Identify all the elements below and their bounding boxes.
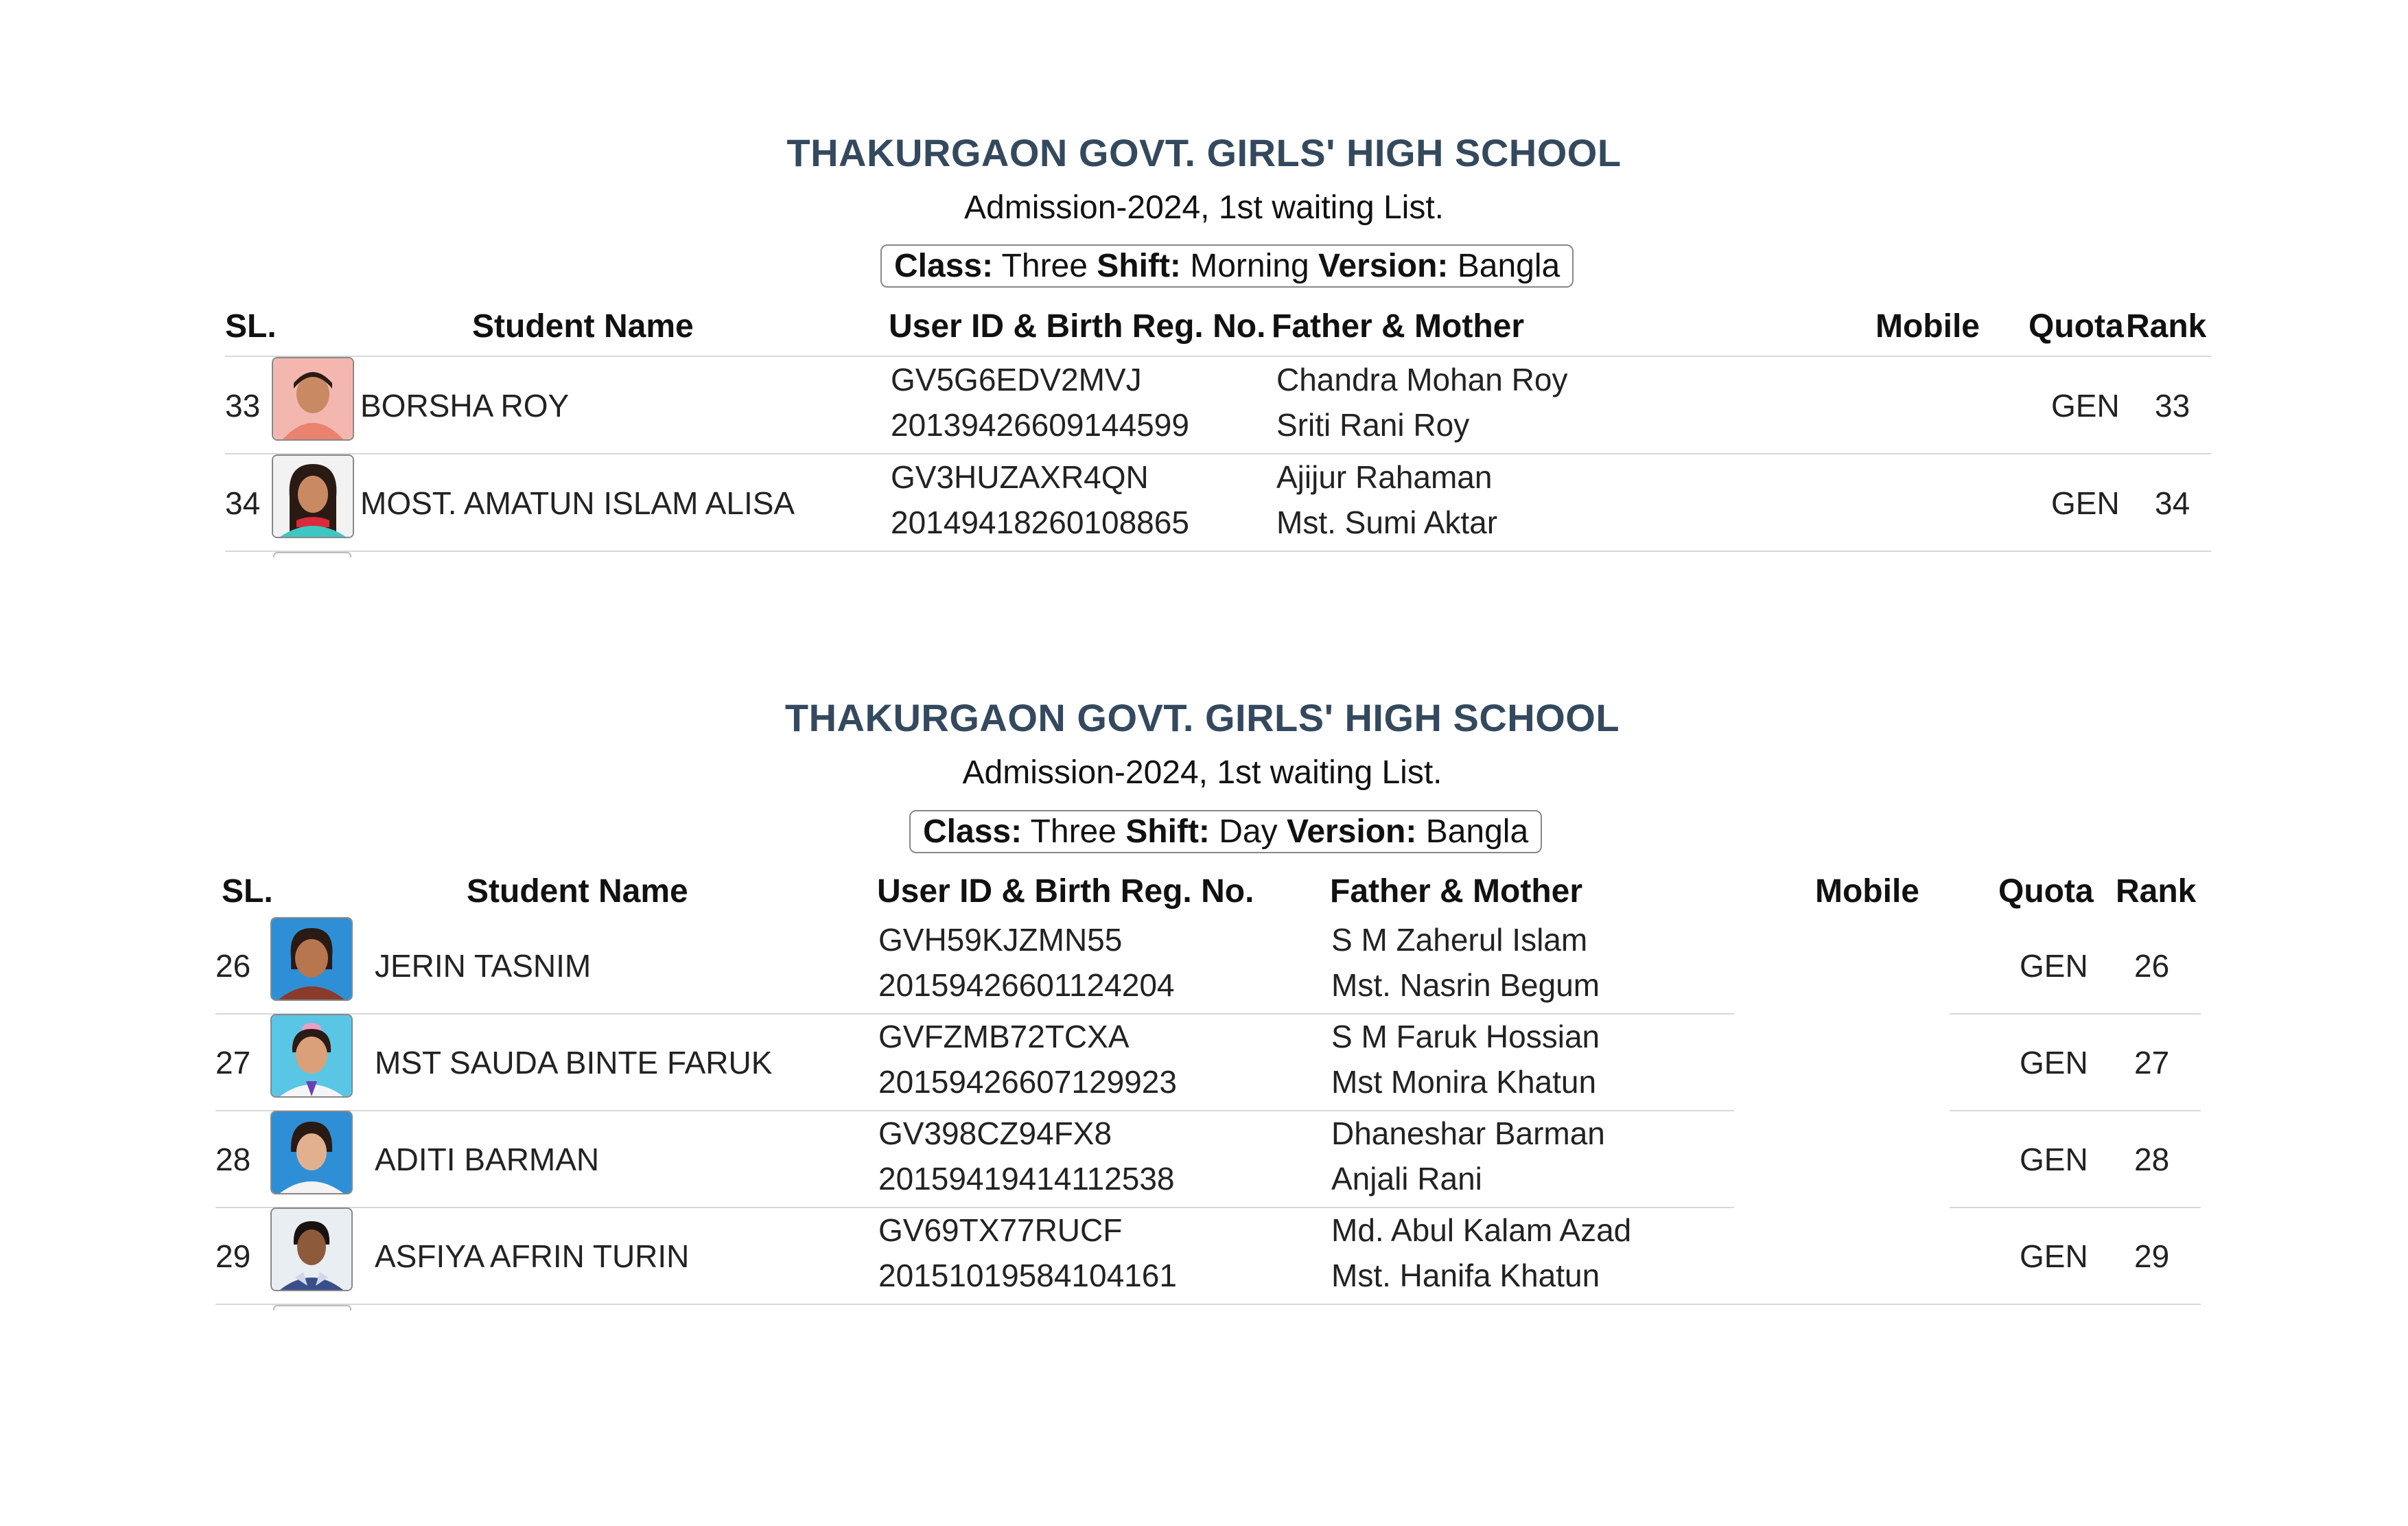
row-father: Chandra Mohan Roy	[1276, 362, 1568, 397]
row-rank: 26	[2134, 948, 2170, 984]
row-sl: 34	[225, 485, 261, 521]
row-user-id: GVFZMB72TCXA	[878, 1019, 1130, 1054]
table-row	[215, 1111, 2201, 1207]
version-value: Bangla	[1425, 813, 1529, 850]
student-photo	[270, 1014, 353, 1098]
header-parents: Father & Mother	[1330, 873, 1583, 910]
header-mobile: Mobile	[1875, 308, 1980, 345]
shift-label: Shift:	[1125, 813, 1210, 850]
row-birth-reg: 20159419414112538	[878, 1161, 1175, 1196]
row-user-id: GVH59KJZMN55	[878, 922, 1123, 958]
list-subtitle: Admission-2024, 1st waiting List.	[962, 754, 1442, 791]
table-row	[215, 1014, 2201, 1110]
version-value: Bangla	[1457, 248, 1560, 284]
header-quota: Quota	[1998, 873, 2094, 910]
row-birth-reg: 20151019584104161	[878, 1258, 1177, 1293]
header-mobile: Mobile	[1815, 873, 1919, 910]
shift-label: Shift:	[1097, 248, 1181, 284]
row-rank: 28	[2134, 1142, 2170, 1177]
row-father: Ajijur Rahaman	[1276, 459, 1493, 495]
row-rank: 27	[2134, 1045, 2170, 1080]
header-quota: Quota	[2029, 308, 2124, 345]
row-birth-reg: 20139426609144599	[891, 407, 1189, 443]
next-photo-edge	[273, 1305, 351, 1310]
row-mother: Anjali Rani	[1331, 1161, 1482, 1196]
school-name: THAKURGAON GOVT. GIRLS' HIGH SCHOOL	[786, 131, 1622, 174]
student-photo	[270, 1207, 353, 1291]
row-birth-reg: 20159426601124204	[878, 967, 1175, 1003]
class-label: Class:	[894, 248, 994, 284]
row-mother: Mst Monira Khatun	[1331, 1064, 1597, 1100]
row-father: S M Faruk Hossian	[1331, 1019, 1600, 1054]
row-student-name: BORSHA ROY	[360, 388, 570, 424]
row-student-name: MOST. AMATUN ISLAM ALISA	[360, 485, 795, 521]
header-user-id: User ID & Birth Reg. No.	[877, 873, 1254, 910]
header-rank: Rank	[2116, 873, 2197, 910]
header-student-name: Student Name	[472, 308, 694, 345]
class-value: Three	[1030, 813, 1117, 850]
row-student-name: ASFIYA AFRIN TURIN	[375, 1238, 690, 1274]
row-rank: 33	[2155, 388, 2190, 424]
row-quota: GEN	[2020, 1045, 2088, 1080]
row-user-id: GV398CZ94FX8	[878, 1115, 1112, 1151]
version-label: Version:	[1286, 813, 1417, 850]
header-parents: Father & Mother	[1272, 308, 1525, 345]
table-row	[215, 1207, 2201, 1305]
row-sl: 29	[215, 1238, 251, 1274]
school-name: THAKURGAON GOVT. GIRLS' HIGH SCHOOL	[784, 696, 1620, 739]
row-father: Md. Abul Kalam Azad	[1331, 1212, 1632, 1248]
row-student-name: JERIN TASNIM	[375, 948, 592, 984]
row-birth-reg: 20159426607129923	[878, 1064, 1177, 1100]
row-quota: GEN	[2020, 1238, 2088, 1274]
row-quota: GEN	[2020, 948, 2088, 984]
row-rank: 29	[2134, 1238, 2170, 1274]
row-rank: 34	[2155, 485, 2190, 521]
row-mother: Mst. Sumi Aktar	[1276, 505, 1498, 540]
class-value: Three	[1001, 248, 1088, 284]
student-photo	[270, 917, 353, 1001]
row-sl: 27	[215, 1045, 251, 1080]
row-user-id: GV5G6EDV2MVJ	[891, 362, 1142, 397]
shift-value: Morning	[1190, 248, 1309, 284]
row-student-name: ADITI BARMAN	[375, 1142, 600, 1177]
version-label: Version:	[1318, 248, 1449, 284]
student-photo	[270, 1111, 353, 1194]
list-subtitle: Admission-2024, 1st waiting List.	[964, 189, 1444, 226]
row-father: S M Zaherul Islam	[1331, 922, 1588, 958]
row-mother: Sriti Rani Roy	[1276, 407, 1470, 443]
header-student-name: Student Name	[467, 873, 688, 910]
class-shift-version-box	[909, 810, 1542, 853]
row-sl: 26	[215, 948, 251, 984]
header-user-id: User ID & Birth Reg. No.	[889, 308, 1266, 345]
row-sl: 33	[225, 388, 261, 424]
row-quota: GEN	[2051, 388, 2120, 424]
row-father: Dhaneshar Barman	[1331, 1115, 1605, 1151]
class-label: Class:	[923, 813, 1022, 850]
row-user-id: GV3HUZAXR4QN	[891, 459, 1149, 495]
header-sl: SL.	[225, 308, 277, 345]
row-user-id: GV69TX77RUCF	[878, 1212, 1123, 1248]
row-mother: Mst. Hanifa Khatun	[1331, 1258, 1600, 1293]
row-mother: Mst. Nasrin Begum	[1331, 967, 1600, 1003]
row-quota: GEN	[2020, 1142, 2088, 1177]
row-quota: GEN	[2051, 485, 2120, 521]
shift-value: Day	[1219, 813, 1278, 850]
row-sl: 28	[215, 1142, 251, 1177]
header-rank: Rank	[2126, 308, 2207, 345]
row-birth-reg: 20149418260108865	[891, 505, 1189, 540]
table-row	[215, 917, 2201, 1013]
header-sl: SL.	[222, 873, 273, 910]
row-student-name: MST SAUDA BINTE FARUK	[375, 1045, 773, 1080]
